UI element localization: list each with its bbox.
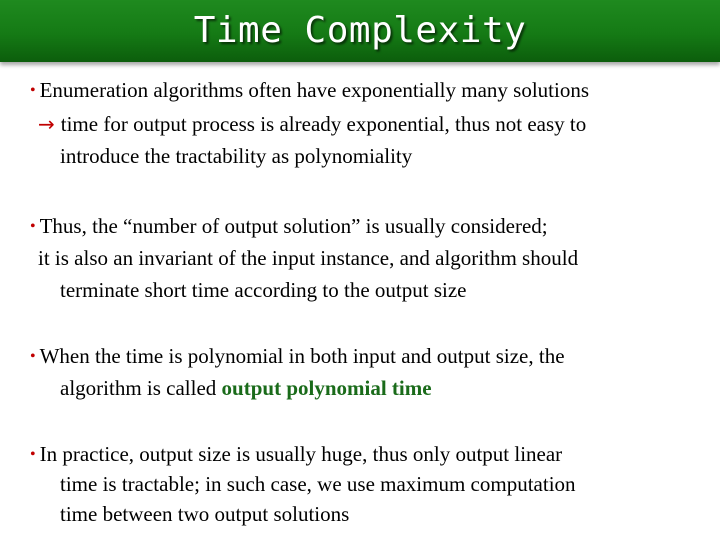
bullet-3-line-1: • When the time is polynomial in both input and output size, the (30, 344, 565, 368)
bullet-4-line-2: time is tractable; in such case, we use maximum computation (60, 472, 576, 496)
bullet-1-line-2: → time for output process is already exponential, thus not easy to (38, 112, 587, 136)
bullet-4-line-3: time between two output solutions (60, 502, 350, 526)
output-polynomial-time-term: output polynomial time (221, 376, 432, 400)
bullet-4-line-1: • In practice, output size is usually huge, thus only output linear (30, 442, 563, 466)
right-arrow-icon: → (38, 112, 55, 136)
bullet-dot-icon: • (30, 218, 36, 235)
title-bar (0, 0, 720, 62)
slide-title: Time Complexity (193, 10, 527, 51)
bullet-1-line-1: • Enumeration algorithms often have exponentially many solutions (30, 78, 589, 102)
bullet-3-line-2: algorithm is called output polynomial time (60, 376, 432, 400)
bullet-1-line-3: introduce the tractability as polynomiality (60, 144, 413, 168)
bullet-dot-icon: • (30, 82, 36, 99)
bullet-2-line-3: terminate short time according to the output size (60, 278, 467, 302)
bullet-dot-icon: • (30, 348, 36, 365)
bullet-dot-icon: • (30, 446, 36, 463)
bullet-2-line-1: • Thus, the “number of output solution” is usually considered; (30, 214, 548, 238)
bullet-2-line-2: it is also an invariant of the input instance, and algorithm should (38, 246, 579, 270)
